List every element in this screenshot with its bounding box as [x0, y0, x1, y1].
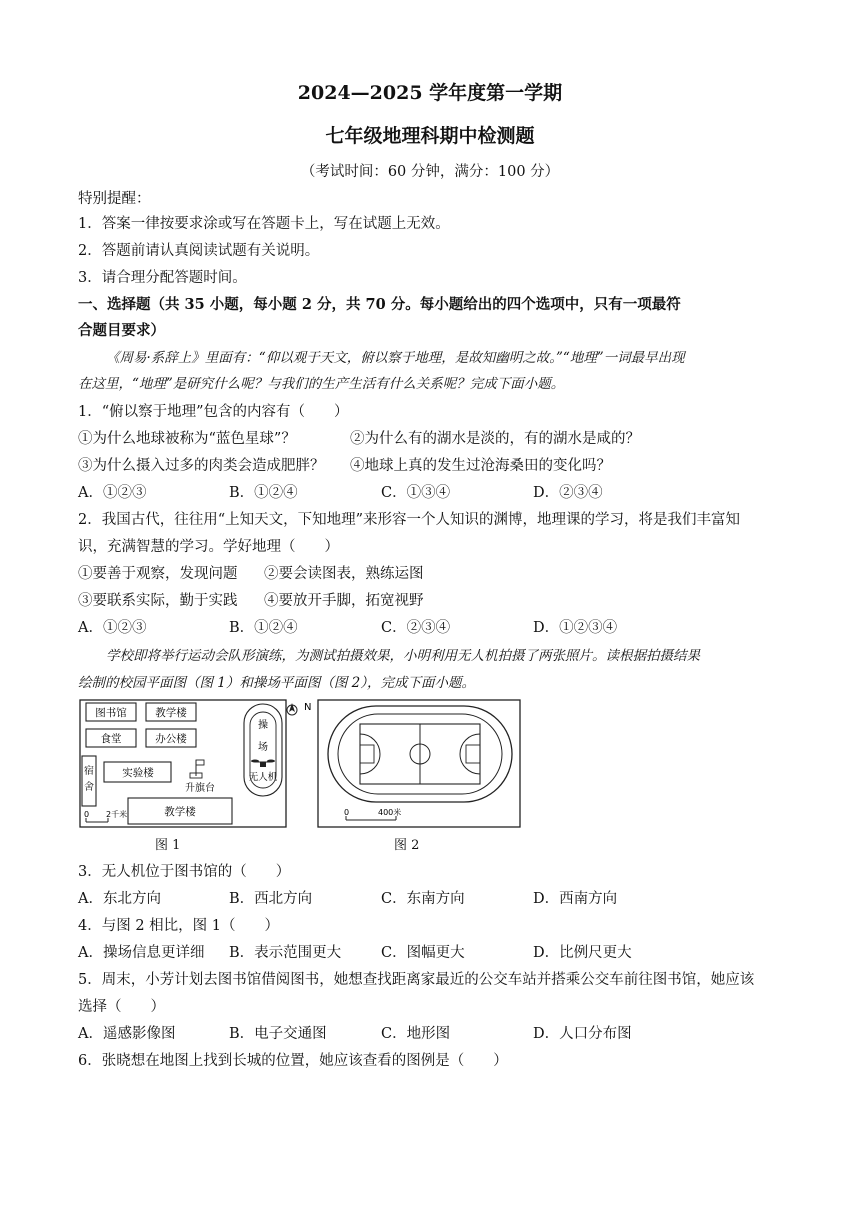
teaching-building-label: 教学楼 [155, 707, 187, 719]
playground-map-figure [316, 698, 522, 828]
campus-map-figure [78, 698, 318, 832]
notice-label: 特别提醒： [78, 191, 151, 207]
playground-label-a: 操 [258, 720, 268, 731]
passage-text: 学校即将举行运动会队形演练，为测试拍摄效果，小明利用无人机拍摄了两张照片。读根据拍摄结果 [106, 648, 700, 664]
question-stem-cont: 识，充满智慧的学习。学好地理（ ） [78, 539, 339, 555]
exam-year-title: 2024—2025 学年度第一学期 [297, 82, 563, 104]
canteen-label: 食堂 [100, 733, 122, 745]
playground-label-b: 场 [258, 742, 268, 753]
section-heading: 一、选择题（共 35 小题，每小题 2 分，共 70 分。每小题给出的四个选项中，只有一项最符 [78, 296, 681, 313]
notice-item: 1．答案一律按要求涂或写在答题卡上，写在试题上无效。 [78, 216, 450, 232]
flag-platform-label: 升旗台 [185, 783, 215, 794]
question-stem: 4．与图 2 相比，图 1（ ） [78, 918, 280, 934]
notice-item: 2．答题前请认真阅读试题有关说明。 [78, 243, 320, 259]
option-d: D．②③④ [533, 485, 603, 501]
drone-icon [251, 760, 275, 768]
option-b: B．①②④ [229, 485, 298, 501]
notice-item: 3．请合理分配答题时间。 [78, 270, 247, 286]
question-stem: 3．无人机位于图书馆的（ ） [78, 864, 291, 880]
teaching-building-2-label: 教学楼 [164, 806, 196, 818]
option-a: A．①②③ [78, 620, 147, 636]
question-stem: 1．“俯以察于地理”包含的内容有（ ） [78, 404, 349, 420]
drone-label: 无人机 [248, 772, 278, 783]
option-a: A．东北方向 [78, 891, 161, 907]
question-stem: 2．我国古代，往往用“上知天文，下知地理”来形容一个人知识的渊博，地理课的学习，将是我们丰富知 [78, 512, 741, 528]
option-d: D．比例尺更大 [533, 945, 632, 961]
question-statement: ②要会读图表，熟练运图 [264, 566, 424, 582]
option-d: D．西南方向 [533, 891, 618, 907]
option-c: C．地形图 [381, 1026, 451, 1042]
option-d: D．人口分布图 [533, 1026, 632, 1042]
option-d: D．①②③④ [533, 620, 618, 636]
passage-text: 在这里，“地理”是研究什么呢？与我们的生产生活有什么关系呢？完成下面小题。 [78, 376, 565, 392]
north-label: N [304, 702, 312, 713]
question-statement: ④要放开手脚，拓宽视野 [264, 593, 424, 609]
exam-subject-title: 七年级地理科期中检测题 [325, 125, 535, 147]
option-b: B．西北方向 [229, 891, 313, 907]
exam-time-info: （考试时间：60 分钟，满分：100 分） [300, 164, 560, 180]
library-label: 图书馆 [95, 707, 127, 719]
option-c: C．图幅更大 [381, 945, 465, 961]
question-statement: ④地球上真的发生过沧海桑田的变化吗？ [350, 458, 611, 474]
option-b: B．①②④ [229, 620, 298, 636]
scale-label: 400米 [378, 808, 402, 817]
question-stem-cont: 选择（ ） [78, 999, 165, 1015]
question-statement: ②为什么有的湖水是淡的，有的湖水是咸的？ [350, 431, 640, 447]
scale-zero: 0 [344, 808, 350, 817]
option-b: B．电子交通图 [229, 1026, 327, 1042]
passage-text: 《周易·系辞上》里面有：“仰以观于天文，俯以察于地理，是故知幽明之故。”“地理”一词最早出现 [106, 350, 685, 366]
option-a: A．遥感影像图 [78, 1026, 176, 1042]
dorm-label-a: 宿 [84, 766, 94, 777]
dorm-label-b: 舍 [84, 782, 94, 793]
figure-caption: 图 2 [394, 838, 420, 853]
question-stem: 5．周末，小芳计划去图书馆借阅图书，她想查找距离家最近的公交车站并搭乘公交车前往图书馆，她应该 [78, 972, 755, 988]
lab-building-label: 实验楼 [122, 767, 154, 779]
option-c: C．东南方向 [381, 891, 465, 907]
option-c: C．①③④ [381, 485, 451, 501]
scale-label: 2千米 [106, 810, 128, 819]
section-heading-cont: 合题目要求） [78, 322, 165, 339]
passage-text: 绘制的校园平面图（图 1）和操场平面图（图 2），完成下面小题。 [78, 675, 476, 691]
question-statement: ③为什么摄入过多的肉类会造成肥胖？ [78, 458, 325, 474]
option-a: A．①②③ [78, 485, 147, 501]
question-statement: ③要联系实际，勤于实践 [78, 593, 238, 609]
north-arrow-icon [287, 703, 297, 715]
office-building-label: 办公楼 [155, 733, 187, 745]
scale-zero: 0 [84, 810, 90, 819]
question-statement: ①要善于观察，发现问题 [78, 566, 238, 582]
question-stem: 6．张晓想在地图上找到长城的位置，她应该查看的图例是（ ） [78, 1053, 508, 1069]
question-statement: ①为什么地球被称为“蓝色星球”？ [78, 431, 296, 447]
option-a: A．操场信息更详细 [78, 945, 205, 961]
figure-caption: 图 1 [155, 838, 181, 853]
option-b: B．表示范围更大 [229, 945, 342, 961]
option-c: C．②③④ [381, 620, 451, 636]
